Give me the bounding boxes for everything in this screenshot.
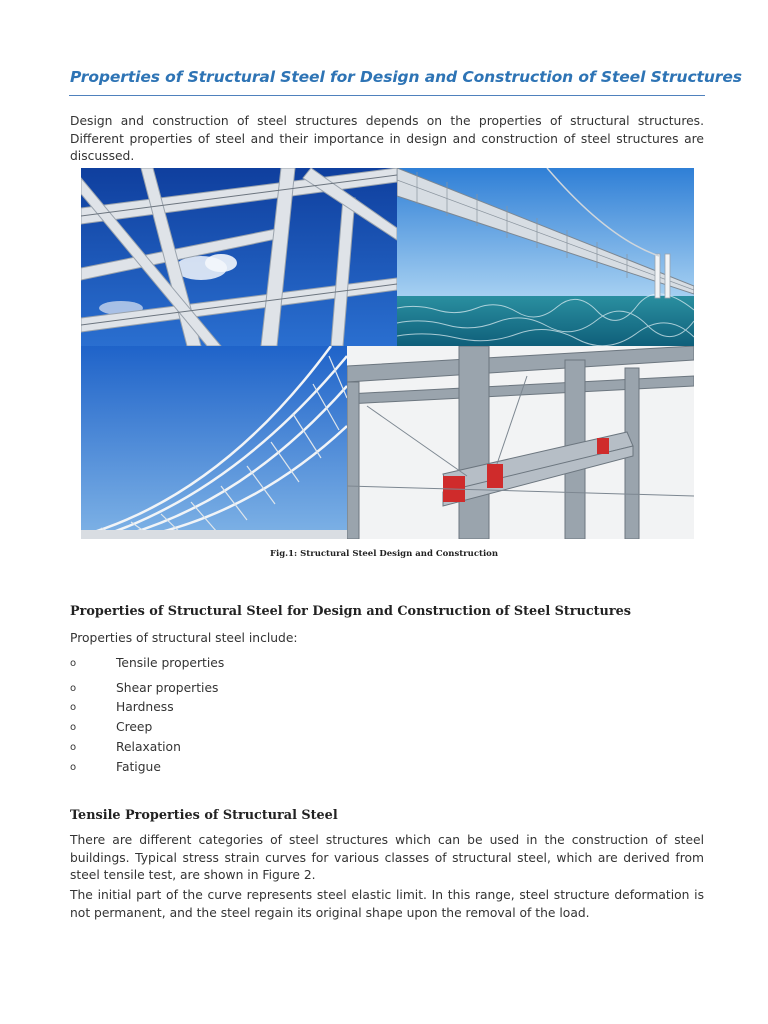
arched-steel-canopy-photo xyxy=(81,346,347,539)
list-item-label: Creep xyxy=(116,720,153,734)
bullet-icon: o xyxy=(70,722,77,733)
suspension-bridge-photo xyxy=(397,168,694,346)
list-item-label: Relaxation xyxy=(116,740,181,754)
tensile-paragraph-2: The initial part of the curve represents steel elastic limit. In this range, steel structure deformation is not permanent, and the steel regain its original shape upon the removal of the load. xyxy=(70,888,704,920)
steel-frame-photo xyxy=(81,168,397,346)
bullet-icon: o xyxy=(70,742,77,753)
list-item-label: Tensile properties xyxy=(116,656,225,670)
section-heading-tensile: Tensile Properties of Structural Steel xyxy=(70,808,338,823)
bullet-icon: o xyxy=(70,658,77,669)
bullet-icon: o xyxy=(70,702,77,713)
figure-1 xyxy=(81,168,694,539)
title-underline xyxy=(69,95,705,96)
list-item-label: Hardness xyxy=(116,700,174,714)
bullet-icon: o xyxy=(70,683,77,694)
figure-caption: Fig.1: Structural Steel Design and Construction xyxy=(269,549,499,559)
page-title: Properties of Structural Steel for Design and Construction of Steel Structures xyxy=(70,68,742,86)
bullet-icon: o xyxy=(70,762,77,773)
tensile-paragraph-1: There are different categories of steel structures which can be used in the construction of steel buildings. Typical stress strain curves for various classes of structural steel, which are derived from steel tensile test, are shown in Figure 2. xyxy=(70,833,704,882)
list-item-label: Fatigue xyxy=(116,760,161,774)
steel-beam-connection-render xyxy=(347,346,694,539)
section-heading-properties: Properties of Structural Steel for Design and Construction of Steel Structures xyxy=(70,604,631,619)
intro-paragraph: Design and construction of steel structures depends on the properties of structural structures. Different properties of steel and their importance in design and construction of steel structures are discussed. xyxy=(70,114,704,163)
properties-lead-text: Properties of structural steel include: xyxy=(70,631,298,645)
list-item-label: Shear properties xyxy=(116,681,219,695)
